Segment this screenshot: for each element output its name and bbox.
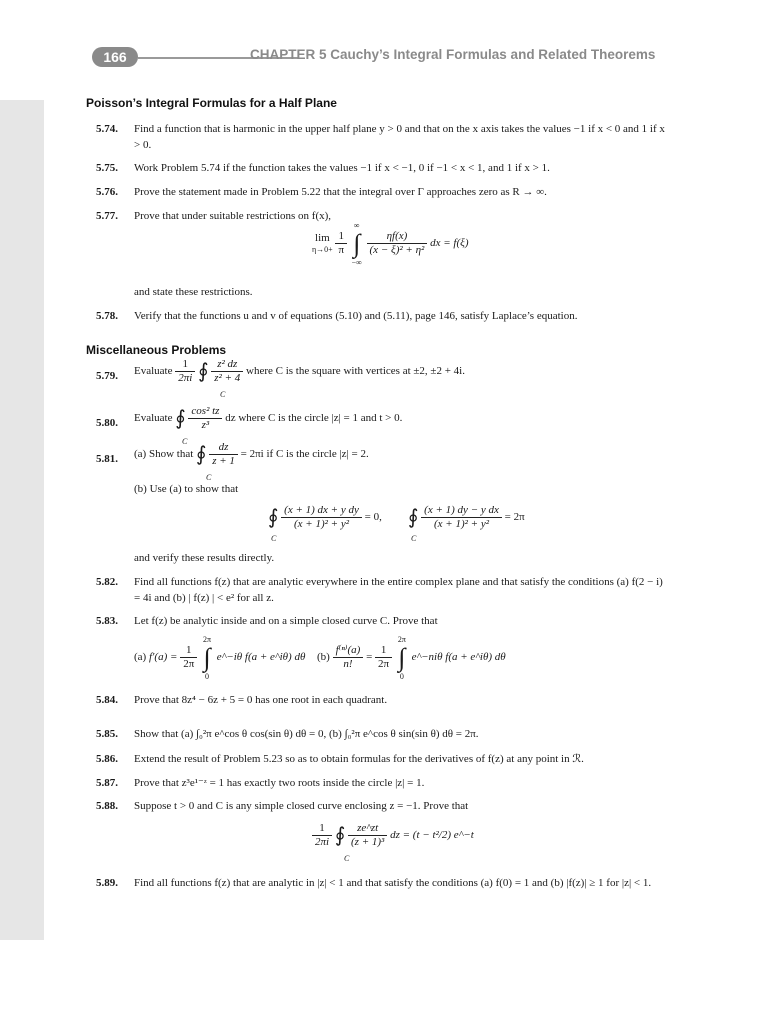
problem-text: Extend the result of Problem 5.23 so as to obtain formulas for the derivatives of f(z) at any point in ℛ. [134,753,584,765]
problem-text: Suppose t > 0 and C is any simple closed curve enclosing z = −1. Prove that [134,800,469,812]
problem-number: 5.74. [96,123,118,135]
differential: dz = [390,829,411,842]
problem-number: 5.79. [96,370,118,382]
integral-sign: ∫ ∞ −∞ [350,231,364,257]
numerator: 1 [335,230,347,244]
problem-5-77-after: and state these restrictions. [134,286,253,298]
integrand [367,230,428,257]
contour-label: C [411,534,417,543]
part-a-label: (a) Show that [134,448,194,461]
integrand [281,504,362,531]
condition: where C is the square with vertices at ±2, ±2 + 4i. [246,365,465,378]
problem-5-81-after: and verify these results directly. [134,552,275,564]
numerator: 1 [175,358,195,372]
equation-5-80 [134,405,403,446]
evaluate-label: Evaluate [134,412,173,425]
numerator: dz [209,441,238,455]
upper-limit: 2π [202,634,212,644]
denominator: (x − ξ)² + η² [369,244,425,256]
numerator: 1 [312,822,332,836]
problem-text: Prove that 8z⁴ − 6z + 5 = 0 has one root in each quadrant. [134,694,388,706]
rhs: = 2π [504,511,525,524]
problem-5-88 [96,798,671,814]
contour-label: C [271,534,277,543]
problem-number: 5.88. [96,800,118,812]
lhs [333,644,364,671]
numerator: 1 [375,644,392,658]
integrand [188,405,222,432]
denominator: 2π [378,658,390,670]
page-number-badge: 166 [92,47,138,67]
equation-5-79 [134,358,465,399]
problem-number: 5.78. [96,310,118,322]
coefficient [312,822,332,849]
contour-integral-sign: ∮ [196,443,207,466]
upper-limit: ∞ [353,220,360,230]
contour-integral-sign: ∮ [408,506,419,529]
problem-5-78 [96,308,671,324]
equation-5-81b-second [408,504,525,543]
rhs: dx = f(ξ) [430,237,469,250]
lhs: f′(a) = [148,651,178,664]
equation-5-83a [134,634,306,681]
limit [312,233,333,255]
numerator: z² dz [211,358,243,372]
problem-number: 5.85. [96,728,118,740]
upper-limit: 2π [397,634,406,644]
problem-5-75 [96,160,671,176]
denominator: n! [343,658,353,670]
numerator: cos² tz [188,405,222,419]
denominator: 2πi [178,372,193,384]
equation-5-77 [312,220,469,286]
contour-integral-sign: ∮ [198,360,209,383]
problem-number: 5.86. [96,753,118,765]
lower-limit: −∞ [351,257,362,267]
part-label: (b) [317,651,330,664]
lim-subscript: η→0+ [312,244,333,254]
contour-label: C [344,854,350,863]
problem-5-77 [96,208,671,224]
problem-5-81-part-b: (b) Use (a) to show that [134,483,239,495]
denominator: 2πi [315,836,330,848]
denominator: 2π [183,658,195,670]
problem-number: 5.82. [96,576,118,588]
problem-5-89 [96,875,671,891]
denominator: z² + 4 [214,372,241,384]
problem-text: Find all functions f(z) that are analytic everywhere in the entire complex plane and that satisfy the conditions (a) f(2 − i) = 4i and (b) | f(z) | < e² for all z. [134,576,663,604]
contour-integral-sign: ∮ [175,407,186,430]
numerator: (x + 1) dx + y dy [281,504,362,518]
numerator: 1 [180,644,197,658]
problem-number: 5.75. [96,162,118,174]
problem-5-76 [96,184,671,200]
integrand: e^−iθ f(a + e^iθ) dθ [216,651,306,664]
integrand [348,822,387,849]
lim-text: lim [315,231,330,244]
problem-number: 5.77. [96,210,118,222]
problem-5-87 [96,775,671,791]
denominator: z + 1 [212,455,235,467]
problem-number: 5.81. [96,453,118,465]
problem-text: Prove that z³e¹⁻ᶻ = 1 has exactly two roots inside the circle |z| = 1. [134,777,425,789]
problem-number: 5.76. [96,186,118,198]
numerator: f⁽ⁿ⁾(a) [333,644,364,658]
problem-text: Work Problem 5.74 if the function takes the values −1 if x < −1, 0 if −1 < x < 1, and 1 if x > 1. [134,162,550,174]
denominator: (x + 1)² + y² [434,518,490,530]
condition: dz where C is the circle |z| = 1 and t > 0. [225,412,403,425]
lower-limit: 0 [399,671,404,681]
numerator: ηf(x) [367,230,428,244]
problem-number: 5.80. [96,417,118,429]
contour-label: C [182,437,188,446]
problem-5-74 [96,121,671,153]
section-heading-poisson: Poisson’s Integral Formulas for a Half Plane [86,96,337,110]
chapter-title: CHAPTER 5 Cauchy’s Integral Formulas and Related Theorems [250,47,656,62]
contour-integral-sign: ∮ [334,824,346,847]
coefficient [175,358,195,385]
denominator: π [338,244,345,256]
contour-label: C [206,473,212,482]
coefficient [375,644,392,671]
integrand: e^−niθ f(a + e^iθ) dθ [411,651,506,664]
integrand [421,504,502,531]
problem-number: 5.87. [96,777,118,789]
coefficient [335,230,347,257]
condition: = 2πi if C is the circle |z| = 2. [240,448,369,461]
equation-5-88 [312,822,474,863]
problem-text: Find all functions f(z) that are analytic in |z| < 1 and that satisfy the conditions (a) f(0) = 1 and (b) |f(z)| ≥ 1 for |z| < 1. [134,877,652,889]
problem-text: Prove the statement made in Problem 5.22 that the integral over Γ approaches zero as R → ∞. [134,186,547,198]
integral-sign: ∫ 2π 0 [395,645,409,671]
problem-5-83 [96,613,671,629]
integrand [211,358,243,385]
problem-number: 5.83. [96,615,118,627]
denominator: z³ [201,419,210,431]
equation-5-81b-first [268,504,382,543]
contour-integral-sign: ∮ [268,506,279,529]
equation-5-83b: (b) $\frac{\text{f⁽ⁿ⁾(a)}}{n!}$ = $\frac{1}{2\pi}$ ∫ 2π 0 e^−niθ f(a + e^iθ) dθ [317,634,506,681]
problem-5-82 [96,574,671,606]
problem-number: 5.84. [96,694,118,706]
section-heading-misc: Miscellaneous Problems [86,343,227,357]
lower-limit: 0 [205,671,209,681]
problem-text: Show that (a) ∫₀²π e^cos θ cos(sin θ) dθ = 0, (b) ∫₀²π e^cos θ sin(sin θ) dθ = 2π. [134,728,479,740]
page-margin-band [0,100,44,940]
integral-sign: ∫ 2π 0 [200,645,214,671]
problem-5-86 [96,751,671,767]
evaluate-label: Evaluate [134,365,173,378]
coefficient [180,644,197,671]
rhs: = 0, [364,511,382,524]
problem-5-85 [96,726,671,742]
problem-number: 5.89. [96,877,118,889]
page-header [86,42,676,72]
equation-5-81a [134,441,369,482]
integrand [209,441,238,468]
problem-text: Let f(z) be analytic inside and on a simple closed curve C. Prove that [134,615,438,627]
contour-label: C [220,390,226,399]
problem-5-84 [96,692,671,708]
problem-text: Prove that under suitable restrictions on f(x), [134,210,332,222]
denominator: (x + 1)² + y² [294,518,350,530]
problem-text: Find a function that is harmonic in the upper half plane y > 0 and that on the x axis takes the values −1 if x < 0 and 1 if x > 0. [134,123,665,151]
rhs: (t − t²/2) e^−t [412,829,474,842]
numerator: ze^zt [348,822,387,836]
denominator: (z + 1)³ [351,836,385,848]
part-label: (a) [134,651,147,664]
numerator: (x + 1) dy − y dx [421,504,502,518]
problem-text: Verify that the functions u and v of equations (5.10) and (5.11), page 146, satisfy Laplace’s equation. [134,310,578,322]
